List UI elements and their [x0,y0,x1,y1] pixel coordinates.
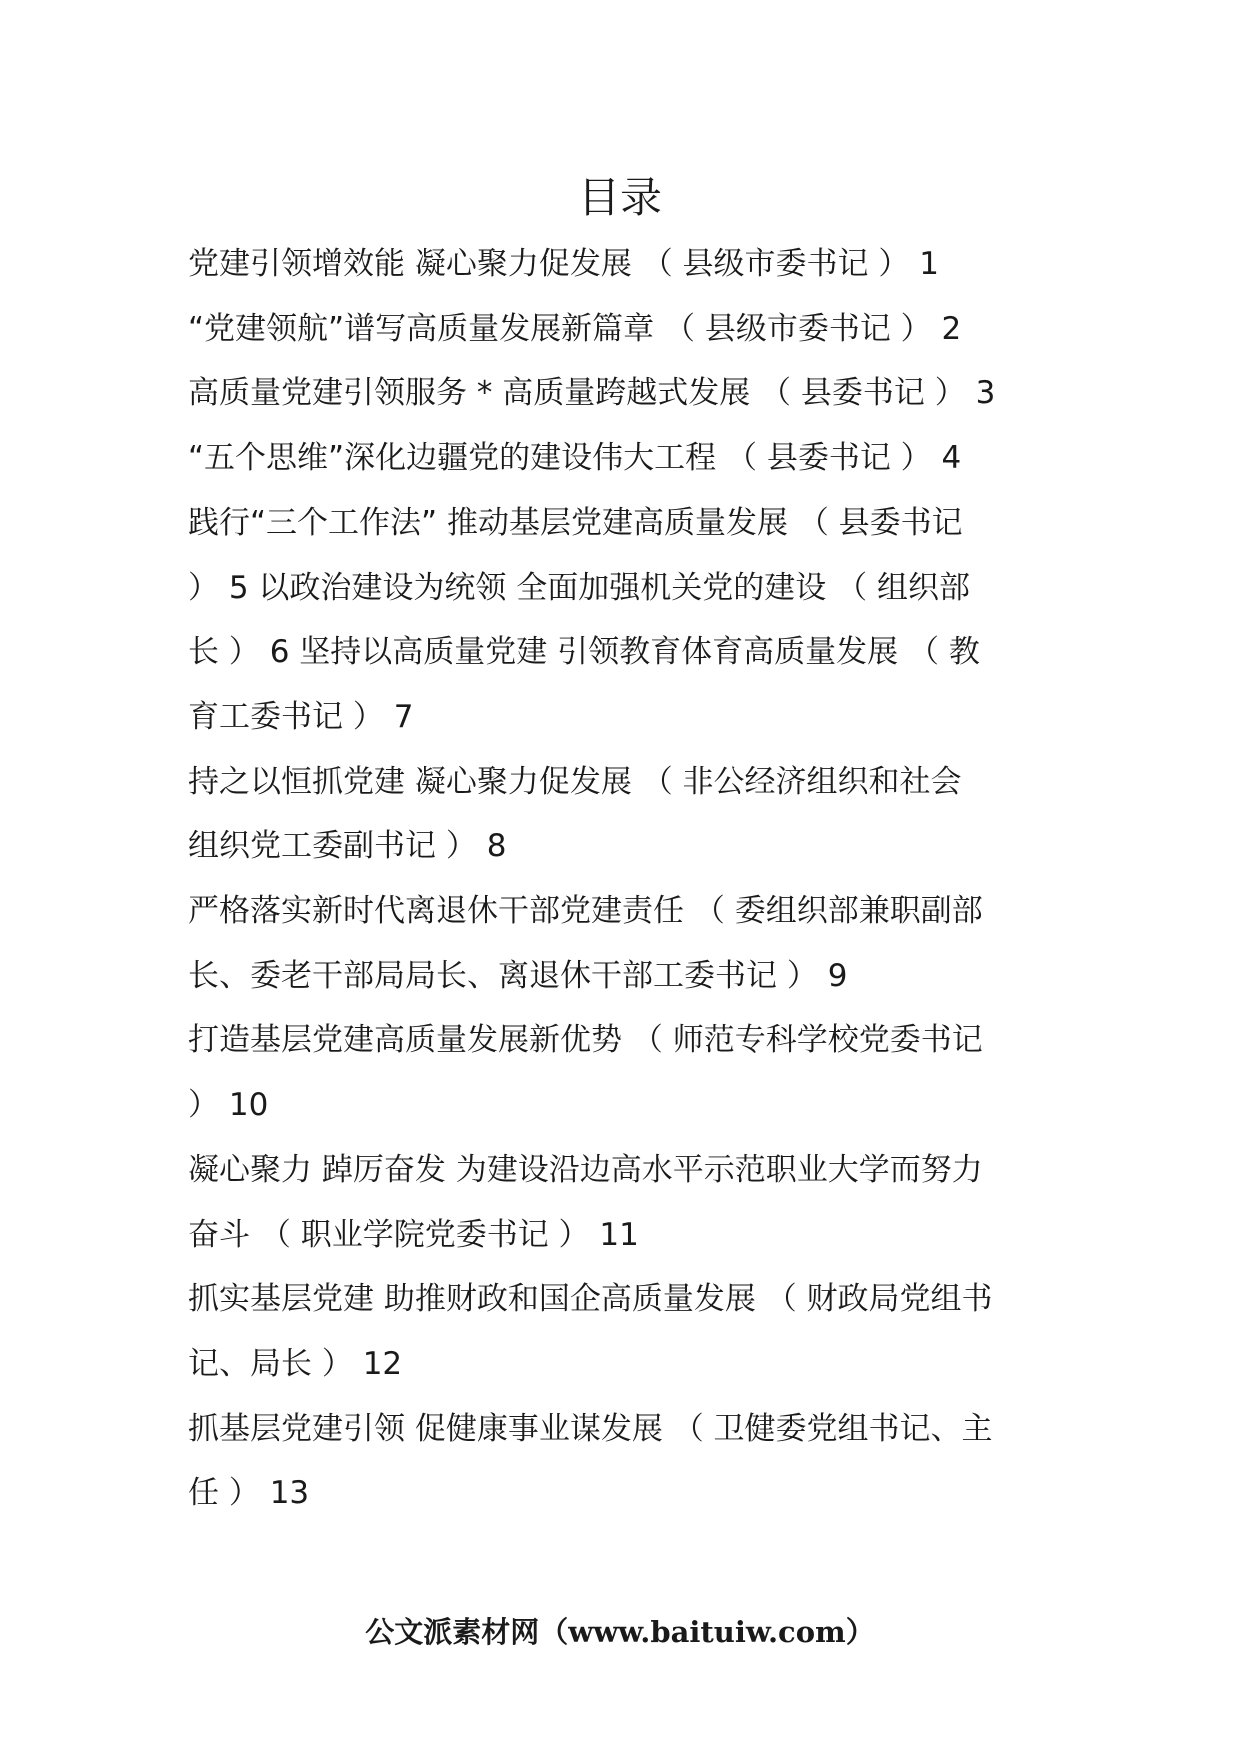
toc-line: 抓基层党建引领 促健康事业谋发展 （ 卫健委党组书记、主 [188,1410,993,1447]
toc-line: 持之以恒抓党建 凝心聚力促发展 （ 非公经济组织和社会 [188,763,962,800]
toc-line: ） 5 以政治建设为统领 全面加强机关党的建设 （ 组织部 [188,569,970,606]
toc-title: 目录 [577,173,662,222]
toc-line: 奋斗 （ 职业学院党委书记 ） 11 [188,1216,639,1253]
toc-line: 长 ） 6 坚持以高质量党建 引领教育体育高质量发展 （ 教 [188,634,980,671]
toc-body [188,232,1058,1526]
footer-watermark-text: 公文派素材网（www.baituiw.com） [365,1615,875,1649]
toc-line: 党建引领增效能 凝心聚力促发展 （ 县级市委书记 ） 1 [188,246,939,282]
toc-line: 长、委老干部局局长、离退休干部工委书记 ） 9 [188,957,848,994]
toc-line: 任 ） 13 [188,1475,310,1512]
toc-line: 抓实基层党建 助推财政和国企高质量发展 （ 财政局党组书 [188,1281,993,1318]
toc-line: 打造基层党建高质量发展新优势 （ 师范专科学校党委书记 [188,1022,983,1059]
toc-line: 组织党工委副书记 ） 8 [188,828,507,865]
toc-line: 高质量党建引领服务 * 高质量跨越式发展 （ 县委书记 ） 3 [188,375,996,412]
toc-line: 严格落实新时代离退休干部党建责任 （ 委组织部兼职副部 [188,893,983,930]
toc-line: 记、局长 ） 12 [188,1345,403,1382]
toc-line: 凝心聚力 踔厉奋发 为建设沿边高水平示范职业大学而努力 [188,1151,983,1188]
toc-line: “党建领航”谱写高质量发展新篇章 （ 县级市委书记 ） 2 [188,310,962,347]
toc-line: ） 10 [188,1087,269,1124]
toc-line: “五个思维”深化边疆党的建设伟大工程 （ 县委书记 ） 4 [188,440,962,477]
toc-line: 践行“三个工作法” 推动基层党建高质量发展 （ 县委书记 [188,504,963,541]
toc-line: 育工委书记 ） 7 [188,698,414,735]
